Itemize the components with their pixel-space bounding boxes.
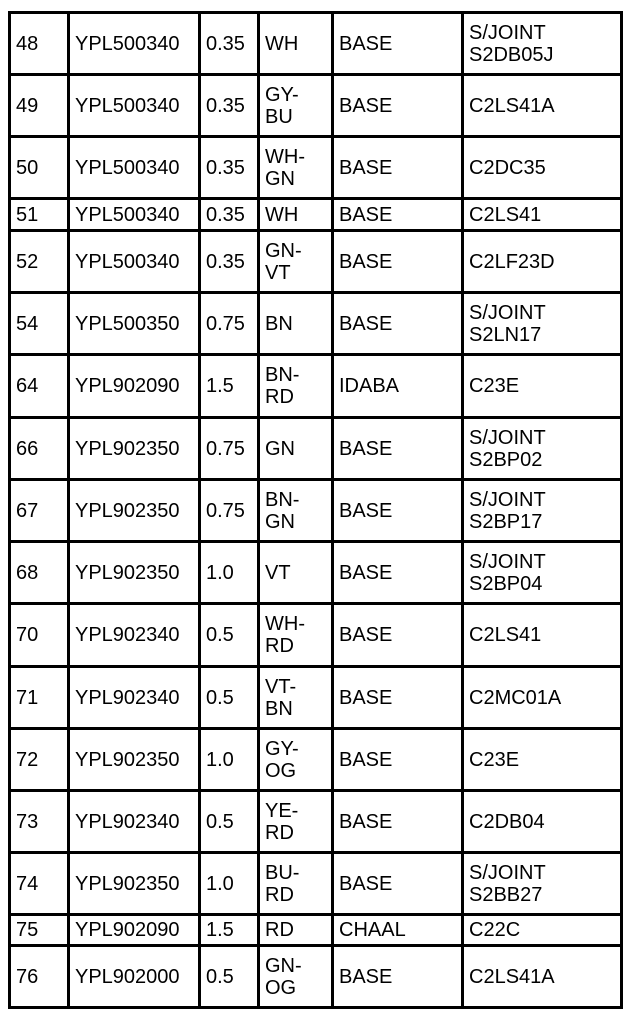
cell-part-number: YPL902090 <box>69 355 200 418</box>
cell-wire-color: GN- OG <box>259 946 333 1008</box>
cell-connection: C2LF23D <box>463 231 622 293</box>
table-row <box>10 199 622 231</box>
cell-number: 75 <box>10 915 69 946</box>
table-row <box>10 542 622 604</box>
cell-type: BASE <box>333 853 463 915</box>
cell-number: 54 <box>10 293 69 355</box>
cell-wire-size: 0.75 <box>200 418 259 480</box>
cell-wire-color: WH <box>259 199 333 231</box>
cell-connection: S/JOINT S2BP17 <box>463 480 622 542</box>
table-row <box>10 231 622 293</box>
cell-part-number: YPL500340 <box>69 199 200 231</box>
cell-wire-size: 1.5 <box>200 355 259 418</box>
cell-number: 66 <box>10 418 69 480</box>
table-row <box>10 75 622 137</box>
cell-wire-size: 0.35 <box>200 13 259 75</box>
cell-connection: C2DC35 <box>463 137 622 199</box>
cell-wire-size: 0.35 <box>200 231 259 293</box>
cell-wire-size: 0.75 <box>200 293 259 355</box>
cell-part-number: YPL902340 <box>69 667 200 729</box>
cell-part-number: YPL500340 <box>69 75 200 137</box>
cell-number: 70 <box>10 604 69 667</box>
cell-part-number: YPL902350 <box>69 853 200 915</box>
cell-part-number: YPL500340 <box>69 13 200 75</box>
cell-wire-color: YE- RD <box>259 791 333 853</box>
cell-connection: C2MC01A <box>463 667 622 729</box>
cell-type: BASE <box>333 231 463 293</box>
cell-wire-size: 0.35 <box>200 199 259 231</box>
cell-wire-size: 0.35 <box>200 137 259 199</box>
cell-wire-size: 0.35 <box>200 75 259 137</box>
cell-part-number: YPL500340 <box>69 231 200 293</box>
cell-connection: C2LS41 <box>463 604 622 667</box>
cell-wire-size: 1.0 <box>200 542 259 604</box>
cell-number: 48 <box>10 13 69 75</box>
cell-connection: C2LS41A <box>463 75 622 137</box>
cell-type: BASE <box>333 480 463 542</box>
cell-wire-color: GY- BU <box>259 75 333 137</box>
cell-wire-size: 1.5 <box>200 915 259 946</box>
cell-wire-color: WH- GN <box>259 137 333 199</box>
cell-wire-color: RD <box>259 915 333 946</box>
table-row <box>10 729 622 791</box>
cell-number: 64 <box>10 355 69 418</box>
cell-part-number: YPL902350 <box>69 729 200 791</box>
cell-wire-color: BN- GN <box>259 480 333 542</box>
cell-part-number: YPL902340 <box>69 604 200 667</box>
cell-part-number: YPL902000 <box>69 946 200 1008</box>
cell-type: BASE <box>333 13 463 75</box>
cell-wire-size: 0.5 <box>200 946 259 1008</box>
table-row <box>10 137 622 199</box>
cell-number: 74 <box>10 853 69 915</box>
table-row <box>10 915 622 946</box>
cell-part-number: YPL902350 <box>69 480 200 542</box>
cell-wire-size: 1.0 <box>200 729 259 791</box>
cell-wire-size: 0.5 <box>200 667 259 729</box>
cell-type: BASE <box>333 667 463 729</box>
table-row <box>10 791 622 853</box>
cell-number: 50 <box>10 137 69 199</box>
cell-type: BASE <box>333 791 463 853</box>
cell-number: 76 <box>10 946 69 1008</box>
cell-part-number: YPL500350 <box>69 293 200 355</box>
table-row <box>10 604 622 667</box>
table-row <box>10 293 622 355</box>
table-row <box>10 13 622 75</box>
cell-wire-color: WH- RD <box>259 604 333 667</box>
cell-number: 49 <box>10 75 69 137</box>
cell-wire-color: VT <box>259 542 333 604</box>
table-row <box>10 355 622 418</box>
cell-number: 51 <box>10 199 69 231</box>
cell-type: BASE <box>333 418 463 480</box>
cell-number: 73 <box>10 791 69 853</box>
cell-wire-size: 1.0 <box>200 853 259 915</box>
cell-wire-size: 0.5 <box>200 604 259 667</box>
cell-wire-color: GN- VT <box>259 231 333 293</box>
cell-number: 71 <box>10 667 69 729</box>
table-row <box>10 480 622 542</box>
cell-connection: S/JOINT S2BB27 <box>463 853 622 915</box>
cell-connection: C2DB04 <box>463 791 622 853</box>
cell-wire-size: 0.75 <box>200 480 259 542</box>
cell-connection: S/JOINT S2BP04 <box>463 542 622 604</box>
cell-type: BASE <box>333 75 463 137</box>
cell-part-number: YPL902340 <box>69 791 200 853</box>
cell-part-number: YPL500340 <box>69 137 200 199</box>
cell-type: BASE <box>333 199 463 231</box>
table-row <box>10 853 622 915</box>
cell-connection: C2LS41 <box>463 199 622 231</box>
cell-number: 52 <box>10 231 69 293</box>
cell-type: BASE <box>333 137 463 199</box>
cell-connection: S/JOINT S2DB05J <box>463 13 622 75</box>
cell-type: CHAAL <box>333 915 463 946</box>
cell-number: 72 <box>10 729 69 791</box>
cell-type: BASE <box>333 946 463 1008</box>
table-row <box>10 946 622 1008</box>
cell-type: BASE <box>333 604 463 667</box>
wiring-table <box>8 11 623 1009</box>
cell-part-number: YPL902090 <box>69 915 200 946</box>
table-row <box>10 418 622 480</box>
cell-wire-color: BU- RD <box>259 853 333 915</box>
cell-type: BASE <box>333 729 463 791</box>
cell-connection: S/JOINT S2BP02 <box>463 418 622 480</box>
cell-type: IDABA <box>333 355 463 418</box>
cell-wire-size: 0.5 <box>200 791 259 853</box>
cell-connection: C2LS41A <box>463 946 622 1008</box>
cell-part-number: YPL902350 <box>69 542 200 604</box>
wiring-table-body <box>10 13 622 1008</box>
cell-type: BASE <box>333 542 463 604</box>
cell-wire-color: WH <box>259 13 333 75</box>
cell-connection: C23E <box>463 355 622 418</box>
table-row <box>10 667 622 729</box>
cell-connection: S/JOINT S2LN17 <box>463 293 622 355</box>
cell-number: 68 <box>10 542 69 604</box>
cell-wire-color: BN <box>259 293 333 355</box>
cell-connection: C22C <box>463 915 622 946</box>
cell-wire-color: VT- BN <box>259 667 333 729</box>
cell-wire-color: BN- RD <box>259 355 333 418</box>
cell-wire-color: GY- OG <box>259 729 333 791</box>
cell-wire-color: GN <box>259 418 333 480</box>
cell-type: BASE <box>333 293 463 355</box>
cell-part-number: YPL902350 <box>69 418 200 480</box>
cell-number: 67 <box>10 480 69 542</box>
cell-connection: C23E <box>463 729 622 791</box>
